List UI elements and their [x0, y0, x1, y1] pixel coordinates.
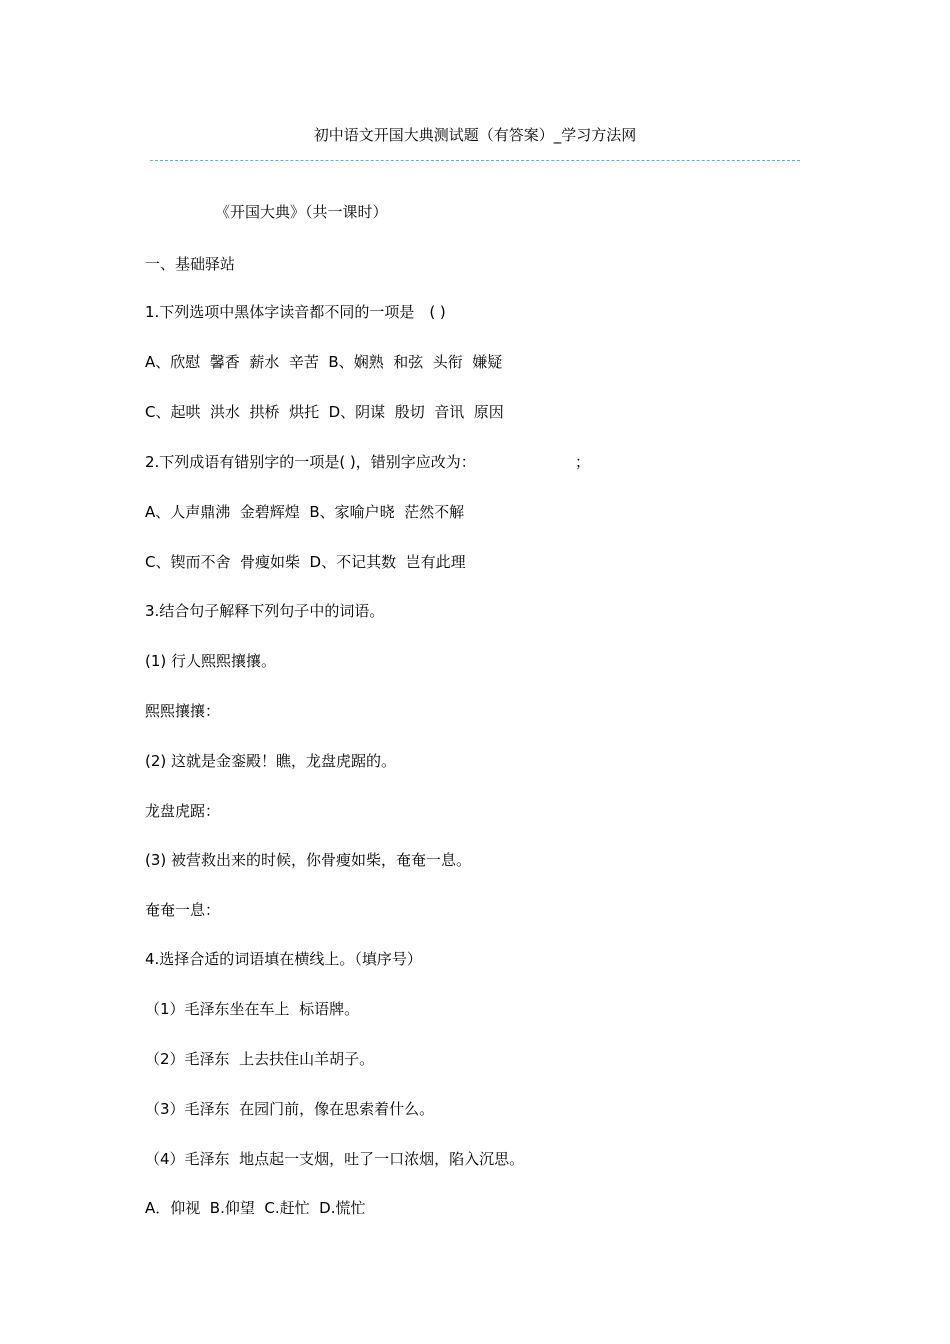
question-4-item-3: （3）毛泽东 在园门前，像在思索着什么。 — [145, 1100, 435, 1118]
section-heading: 一、基础驿站 — [145, 255, 236, 273]
question-3-term-2: 龙盘虎踞： — [145, 802, 221, 820]
page-header-title: 初中语文开国大典测试题（有答案）_学习方法网 — [313, 126, 637, 144]
question-3-sentence-3: (3) 被营救出来的时候，你骨瘦如柴，奄奄一息。 — [145, 851, 472, 869]
question-3-sentence-2: (2) 这就是金銮殿！瞧，龙盘虎踞的。 — [145, 752, 397, 770]
question-3-sentence-1: (1) 行人熙熙攘攘。 — [145, 652, 277, 670]
question-3: 3.结合句子解释下列句子中的词语。 — [145, 602, 385, 620]
question-2: 2.下列成语有错别字的一项是( )，错别字应改为： — [145, 453, 476, 471]
question-4-item-1: （1）毛泽东坐在车上 标语牌。 — [145, 1000, 360, 1018]
question-2-options-ab: A、人声鼎沸 金碧辉煌 B、家喻户晓 茫然不解 — [145, 503, 465, 521]
question-2-answer-separator: ； — [575, 453, 591, 471]
question-4-item-4: （4）毛泽东 地点起一支烟，吐了一口浓烟，陷入沉思。 — [145, 1150, 525, 1168]
question-2-options-cd: C、锲而不舍 骨瘦如柴 D、不记其数 岂有此理 — [145, 553, 466, 571]
question-4-item-2: （2）毛泽东 上去扶住山羊胡子。 — [145, 1050, 375, 1068]
question-3-term-1: 熙熙攘攘： — [145, 702, 221, 720]
question-3-term-3: 奄奄一息： — [145, 901, 221, 919]
question-1-options-cd: C、起哄 洪水 拱桥 烘托 D、阴谋 殷切 音讯 原因 — [145, 403, 504, 421]
lesson-title: 《开国大典》（共一课时） — [215, 203, 388, 221]
question-1: 1.下列选项中黑体字读音都不同的一项是 ( ) — [145, 303, 446, 321]
question-4: 4.选择合适的词语填在横线上。（填序号） — [145, 950, 422, 968]
header-divider — [150, 160, 800, 161]
question-4-options: A．仰视 B.仰望 C.赶忙 D.慌忙 — [145, 1199, 366, 1217]
question-1-options-ab: A、欣慰 馨香 薪水 辛苦 B、娴熟 和弦 头衔 嫌疑 — [145, 353, 503, 371]
